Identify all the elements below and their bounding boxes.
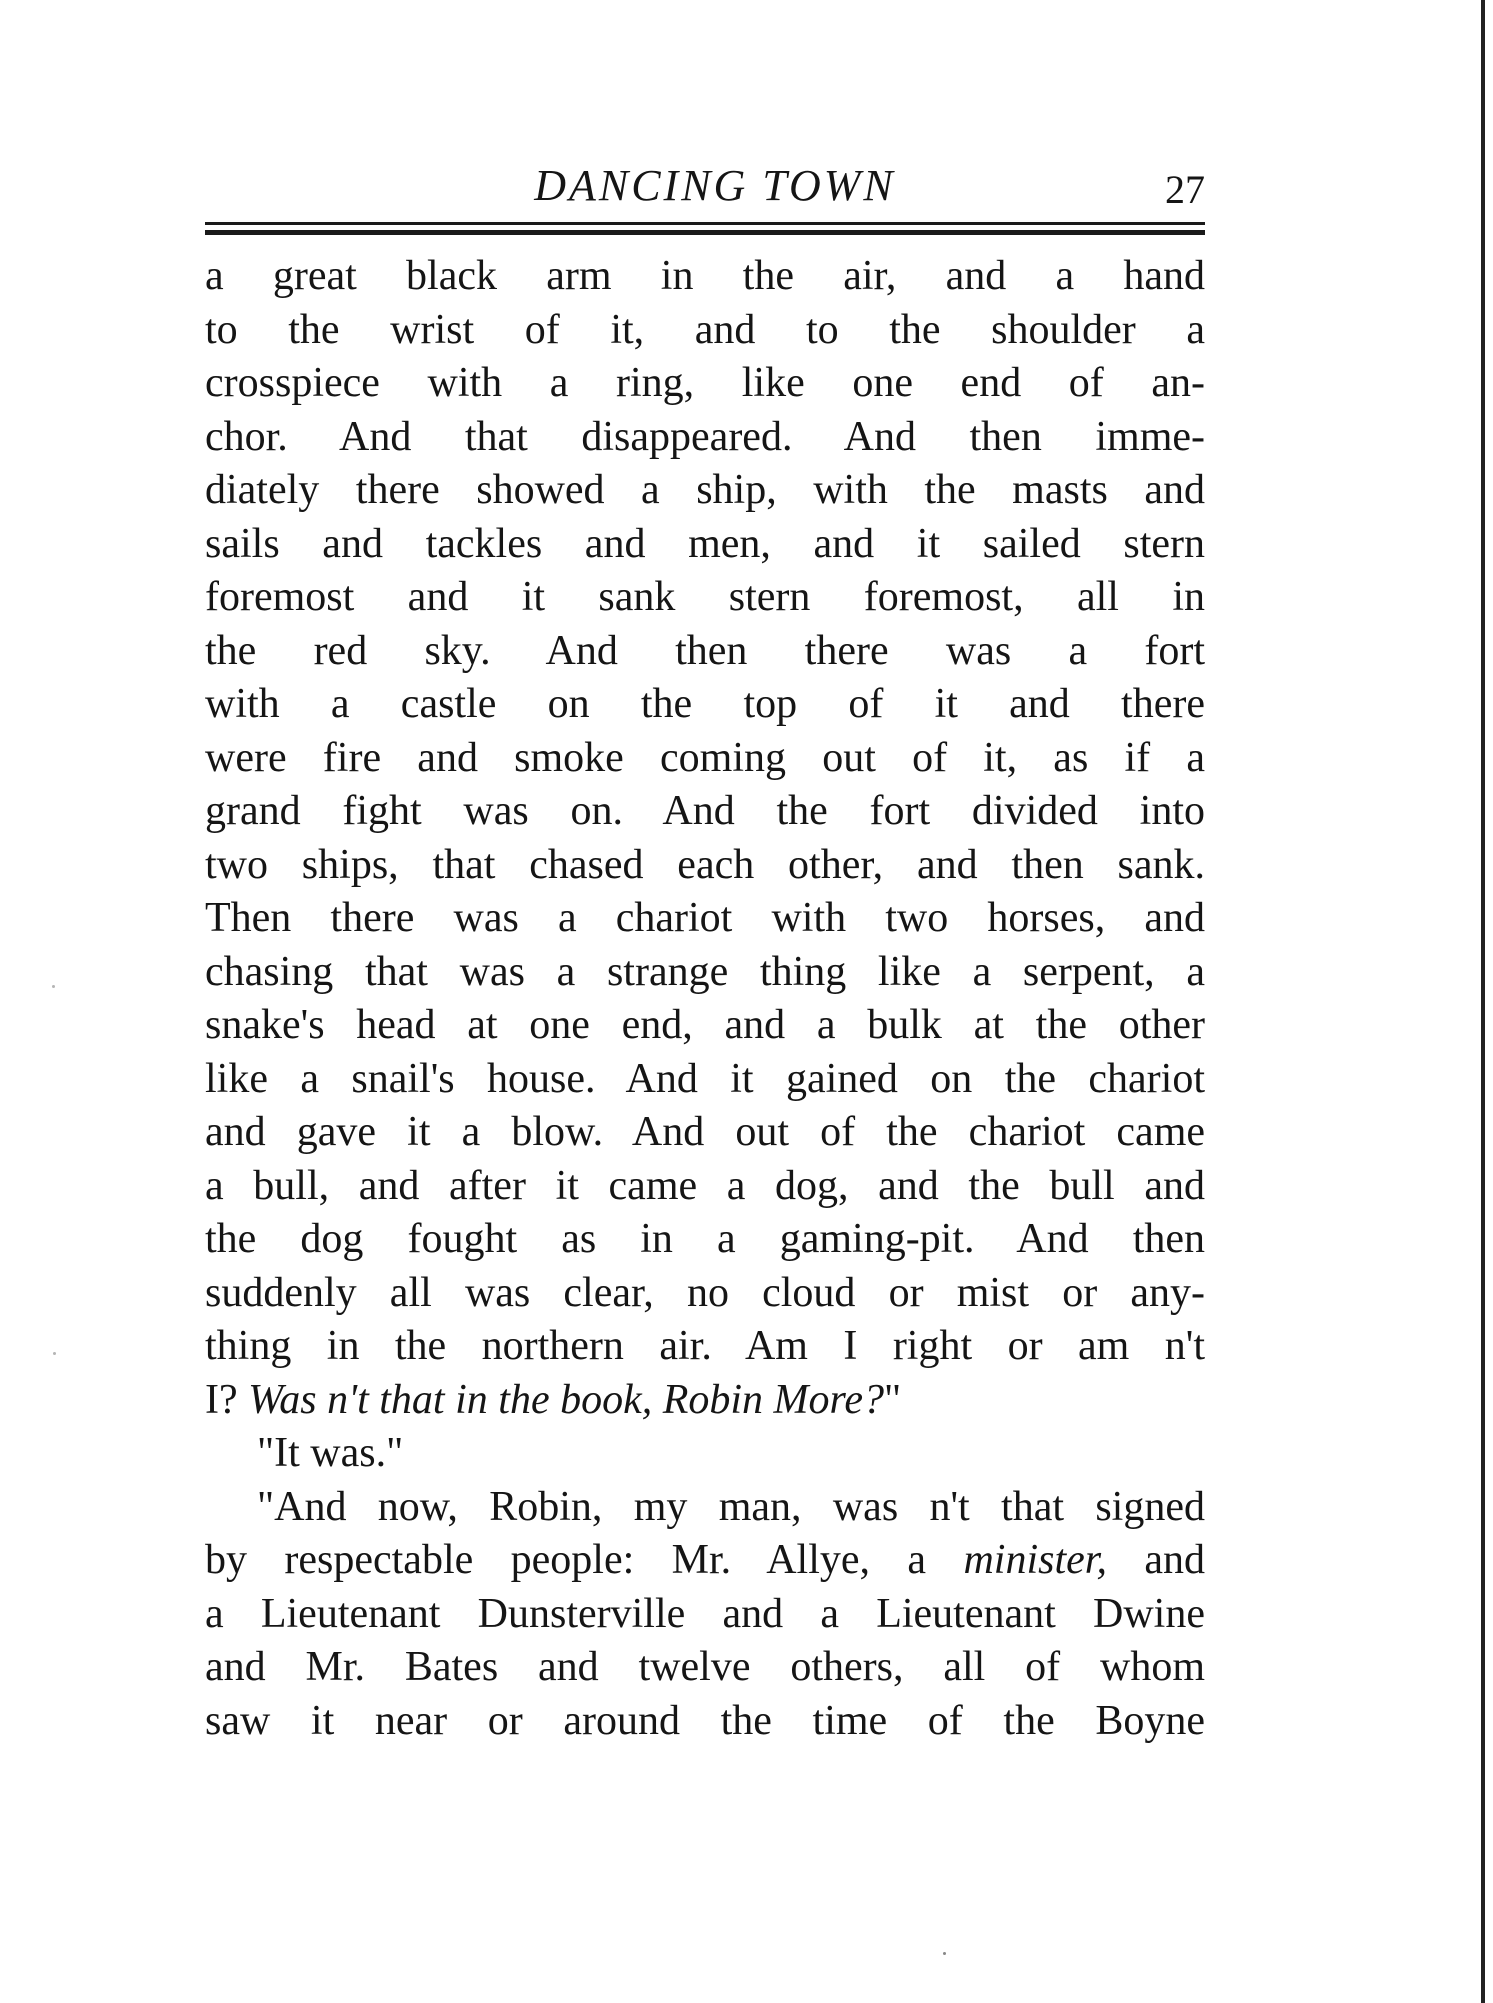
text-line: snake's head at one end, and a bulk at the other — [205, 1002, 1205, 1048]
text-line: suddenly all was clear, no cloud or mist or any- — [205, 1269, 1205, 1316]
text-line — [205, 1534, 1205, 1588]
text-line: chor. And that disappeared. And then imme- — [205, 413, 1205, 460]
italic-text-run: Was n't that in the book, Robin More? — [248, 1376, 884, 1423]
text-line: grand fight was on. And the fort divided into — [205, 788, 1205, 834]
scan-speck — [53, 1352, 56, 1355]
text-line: chasing that was a strange thing like a serpent, a — [205, 948, 1205, 995]
text-line: diately there showed a ship, with the masts and — [205, 467, 1205, 513]
text-line: sails and tackles and men, and it sailed stern — [205, 520, 1205, 567]
text-line: the dog fought as in a gaming-pit. And then — [205, 1216, 1205, 1262]
text-line: were fire and smoke coming out of it, as if a — [205, 734, 1205, 781]
page-number: 27 — [1165, 167, 1205, 212]
text-line: two ships, that chased each other, and then sank. — [205, 841, 1205, 888]
text-line: with a castle on the top of it and there — [205, 681, 1205, 727]
running-title: DANCING TOWN — [534, 161, 896, 210]
text-line: a great black arm in the air, and a hand — [205, 253, 1205, 299]
text-line: and Mr. Bates and twelve others, all of whom — [205, 1644, 1205, 1690]
text-line: Then there was a chariot with two horses, and — [205, 895, 1205, 941]
text-line: to the wrist of it, and to the shoulder a — [205, 306, 1205, 353]
text-run: and — [1106, 1537, 1205, 1583]
text-line: foremost and it sank stern foremost, all in — [205, 574, 1205, 620]
text-run: I? — [205, 1376, 249, 1423]
text-line: the red sky. And then there was a fort — [205, 627, 1205, 674]
running-head — [205, 156, 1205, 216]
text-line: saw it near or around the time of the Boyne — [205, 1697, 1205, 1744]
header-rule-thin — [205, 222, 1205, 225]
scan-speck — [943, 1952, 946, 1955]
text-line — [205, 1374, 1205, 1428]
text-run: by respectable people: Mr. Allye, a — [205, 1537, 964, 1583]
text-line: crosspiece with a ring, like one end of an- — [205, 360, 1205, 406]
header-rule-thick — [205, 230, 1205, 235]
text-line: a bull, and after it came a dog, and the bull and — [205, 1162, 1205, 1209]
text-line: thing in the northern air. Am I right or am n't — [205, 1323, 1205, 1369]
body-text — [205, 250, 1205, 1748]
text-run: " — [883, 1376, 902, 1423]
scan-speck — [52, 985, 55, 988]
text-line: "It was." — [257, 1430, 404, 1476]
text-line: and gave it a blow. And out of the chariot came — [205, 1109, 1205, 1155]
text-line: a Lieutenant Dunsterville and a Lieutenant Dwine — [205, 1590, 1205, 1637]
text-line: "And now, Robin, my man, was n't that signed — [257, 1483, 1205, 1530]
text-line: like a snail's house. And it gained on the chariot — [205, 1055, 1205, 1102]
italic-text-run: minister, — [963, 1537, 1107, 1583]
page-edge — [1481, 0, 1485, 2003]
